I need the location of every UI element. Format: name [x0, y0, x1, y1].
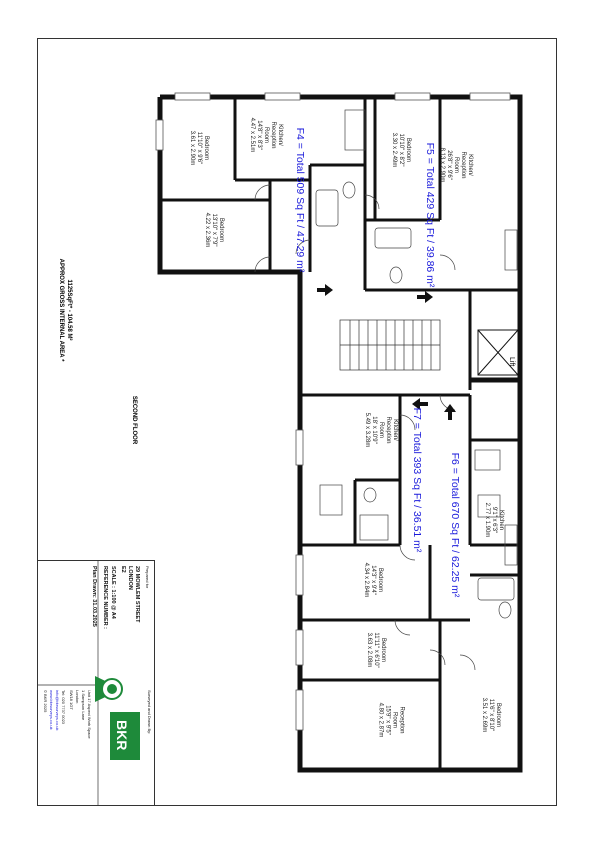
area-note-line2: 1125SqFt* - 104.58 M² — [66, 279, 72, 341]
room-label-line: Kitchen/ — [467, 154, 473, 176]
room-label-line: 3.61 x 2.90m — [189, 130, 195, 166]
door-swing — [460, 655, 475, 670]
room-label-line: Bedroom — [218, 217, 224, 243]
flat-area-labels — [294, 128, 461, 598]
room-label-line: 26'8" x 9'6" — [446, 150, 452, 180]
bathtub — [375, 228, 411, 248]
room-label-line: Room — [378, 421, 384, 439]
tel-text: Tel: 020 7737 0023 — [61, 690, 66, 725]
room-label — [391, 133, 411, 168]
room-label-line: Kitchen — [498, 509, 504, 531]
room-label-line: Bedroom — [405, 137, 411, 163]
flat-f5-label: F5 = Total 429 Sq Ft / 39.86 m² — [424, 142, 436, 288]
room-label — [364, 413, 398, 448]
room-label — [366, 632, 386, 667]
room-label-line: 3.51 x 2.69m — [481, 697, 487, 733]
company-line: Unit 17 Aspect Work Space — [87, 690, 92, 739]
arrow-icon — [444, 404, 456, 420]
window — [296, 690, 303, 730]
door-swing — [255, 185, 270, 200]
room-label-line: Room — [453, 156, 459, 174]
company-line: London — [75, 690, 80, 704]
room-label-line: 3.30 x 2.49m — [391, 132, 397, 168]
room-label-line: 11'11" x 6'10" — [373, 632, 379, 668]
room-label-line: Reception — [398, 706, 405, 734]
room-label — [439, 148, 473, 183]
window — [296, 555, 303, 595]
reference-text: REFERENCE NUMBER : — [102, 566, 108, 629]
plan-drawn-text: Plan Drawn: 31.03.2025 — [91, 566, 97, 627]
window — [265, 93, 300, 100]
web-link[interactable]: www.bkrsurveys.co.uk — [49, 690, 54, 730]
room-label — [378, 703, 405, 738]
room-label-line: 5.49 x 3.28m — [364, 412, 370, 448]
company-line: SW18 1GT — [69, 690, 74, 710]
room-label-line: 14'8" x 8'3" — [256, 120, 262, 150]
window — [296, 630, 303, 665]
kitchen-counter — [320, 485, 342, 515]
room-label-line: 9'1" x 6'3" — [491, 506, 497, 534]
window — [470, 93, 510, 100]
room-label-line: 11'10" x 9'6" — [196, 131, 202, 165]
room-label-line: 4.80 x 2.87m — [377, 702, 384, 738]
room-label-line: Bedroom — [203, 135, 209, 161]
flat-f6-label: F6 = Total 670 Sq Ft / 62.25 m² — [449, 452, 461, 598]
bkr-logo-text: BKR — [114, 720, 130, 751]
room-label-line: 8.13 x 2.90m — [439, 147, 445, 183]
copyright-text: © BKR 2025 — [43, 690, 48, 713]
flat-f4-label: F4 = Total 509 Sq Ft / 47.29 m² — [294, 127, 306, 273]
area-note-line1: APPROX GROSS INTERNAL AREA * — [58, 258, 64, 362]
windows — [156, 93, 510, 730]
accreditation-logo — [95, 676, 122, 702]
address-line3: E2 — [120, 566, 126, 573]
room-label — [484, 503, 504, 538]
email-link[interactable]: info@bkrsurveys.co.uk — [55, 690, 60, 731]
room-label-line: Bedroom — [377, 567, 383, 593]
room-label-line: 4.22 x 2.36m — [204, 212, 210, 248]
room-label-line: Reception — [270, 121, 276, 149]
lift-label: Lift — [508, 357, 515, 367]
bkr-logo — [110, 712, 140, 760]
arrow-icon — [317, 284, 333, 296]
prepared-for-caption: Prepared for — [145, 566, 150, 589]
floor-label: SECOND FLOOR — [131, 395, 137, 445]
logo-dot — [107, 684, 117, 694]
room-label — [249, 118, 283, 153]
room-label — [363, 563, 383, 598]
toilet — [364, 488, 376, 502]
room-label-line: Bedroom — [495, 702, 501, 728]
room-label-line: Kitchen/ — [277, 124, 283, 146]
room-label-line: Room — [391, 711, 398, 729]
door-swing — [440, 255, 455, 270]
room-label-line: 4.47 x 2.51m — [249, 117, 255, 153]
kitchen-counter — [505, 230, 517, 270]
room-label-line: 11'6" x 8'10" — [488, 698, 494, 732]
staircase — [340, 320, 440, 370]
surveyor-caption: Surveyed and Drawn By: — [147, 690, 152, 735]
room-label-line: Reception — [460, 151, 466, 179]
room-label-line: Kitchen/ — [392, 419, 398, 441]
room-label — [189, 131, 209, 166]
company-line: 1 Sampson Lane — [81, 690, 86, 721]
shower — [360, 515, 388, 540]
room-label-line: 2.77 x 1.90m — [484, 502, 490, 538]
room-label-line: 4.34 x 2.84m — [363, 562, 369, 598]
door-swing — [430, 650, 445, 665]
window — [296, 430, 303, 465]
window — [395, 93, 430, 100]
bathtub — [316, 190, 338, 226]
flat-f7-label: F7 = Total 393 Sq Ft / 36.51 m² — [411, 407, 423, 553]
room-label — [204, 213, 224, 248]
address-line2: LONDON — [127, 566, 133, 590]
room-label-line: 15'9" x 9'5" — [384, 705, 391, 735]
room-label-line: 3.63 x 2.08m — [366, 632, 372, 668]
room-labels — [189, 118, 504, 738]
room-label-line: 13'10" x 7'9" — [211, 213, 217, 247]
lift-shaft — [478, 330, 518, 375]
room-label-line: 18' x 10'9" — [371, 416, 377, 444]
door-swing — [365, 195, 379, 209]
room-label-line: Room — [263, 126, 269, 144]
toilet — [499, 602, 511, 618]
toilet — [390, 267, 402, 283]
room-label-line: 10'10" x 8'2" — [398, 133, 404, 167]
basin — [475, 450, 500, 470]
toilet — [343, 182, 355, 198]
scale-text: SCALE : 1:100 @ A4 — [110, 566, 116, 619]
window — [156, 120, 163, 150]
room-label — [481, 698, 501, 733]
window — [175, 93, 210, 100]
room-label-line: Bedroom — [380, 637, 386, 663]
door-swing — [395, 620, 410, 635]
kitchen-counter — [345, 110, 365, 150]
room-label-line: 14'3" x 9'4" — [370, 565, 376, 595]
bathtub — [478, 578, 514, 600]
internal-walls — [160, 97, 520, 770]
entry-arrows — [317, 284, 456, 420]
outer-walls — [160, 97, 520, 770]
arrow-icon — [417, 291, 433, 303]
room-label-line: Reception — [385, 416, 391, 444]
address-line1: 29 MOWLEM STREET — [134, 566, 140, 623]
